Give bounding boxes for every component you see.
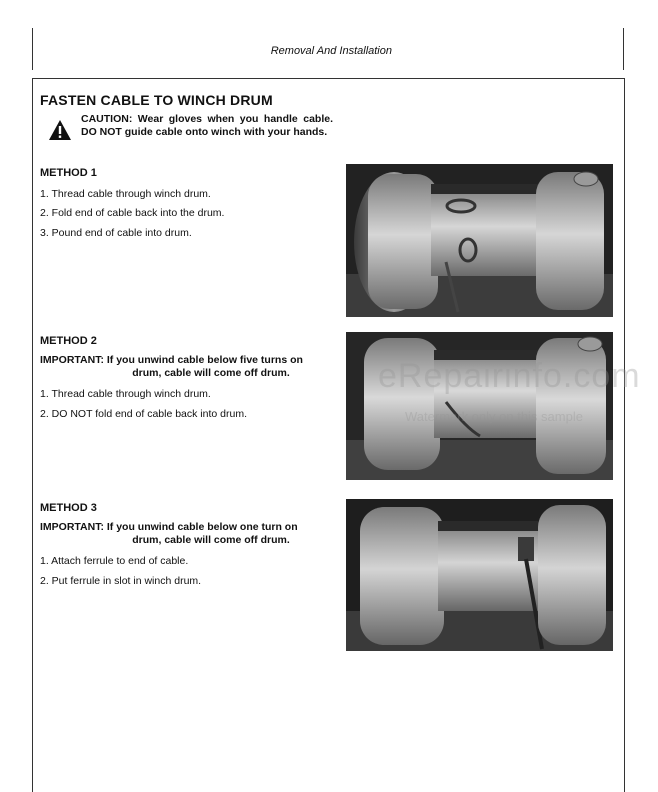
method-1-step-2: 2. Fold end of cable back into the drum. <box>40 207 225 219</box>
header-rule-right <box>623 28 624 70</box>
winch-drum-photo-method-2 <box>346 332 613 480</box>
winch-drum-photo-method-1 <box>346 164 613 317</box>
method-3-step-2: 2. Put ferrule in slot in winch drum. <box>40 575 202 587</box>
caution-text: CAUTION: Wear gloves when you handle cable. DO NOT guide cable onto winch with your hands. <box>81 113 333 138</box>
watermark-sub: Watermark only on this sample <box>405 409 583 424</box>
important-label: IMPORTANT: <box>40 521 104 533</box>
important-text-cont: drum, cable will come off drum. <box>132 367 290 379</box>
important-label: IMPORTANT: <box>40 354 104 366</box>
important-text-cont: drum, cable will come off drum. <box>132 534 290 546</box>
watermark: eRepairinfo.com <box>378 357 641 395</box>
method-3-step-1: 1. Attach ferrule to end of cable. <box>40 555 189 567</box>
section-header: Removal And Installation <box>270 45 392 57</box>
method-1-title: METHOD 1 <box>40 167 97 179</box>
method-2-step-1: 1. Thread cable through winch drum. <box>40 388 211 400</box>
important-text: If you unwind cable below one turn on <box>106 521 298 533</box>
winch-drum-photo-method-3 <box>346 499 613 651</box>
method-2-step-2: 2. DO NOT fold end of cable back into drum. <box>40 408 247 420</box>
method-1-step-3: 3. Pound end of cable into drum. <box>40 227 192 239</box>
important-text: If you unwind cable below five turns on <box>106 354 303 366</box>
method-3-title: METHOD 3 <box>40 502 97 514</box>
method-3-important <box>40 521 332 547</box>
warning-triangle-icon <box>48 119 72 141</box>
method-2-important <box>40 354 332 380</box>
page-title: FASTEN CABLE TO WINCH DRUM <box>40 92 273 108</box>
method-2-title: METHOD 2 <box>40 335 97 347</box>
method-1-step-1: 1. Thread cable through winch drum. <box>40 188 211 200</box>
